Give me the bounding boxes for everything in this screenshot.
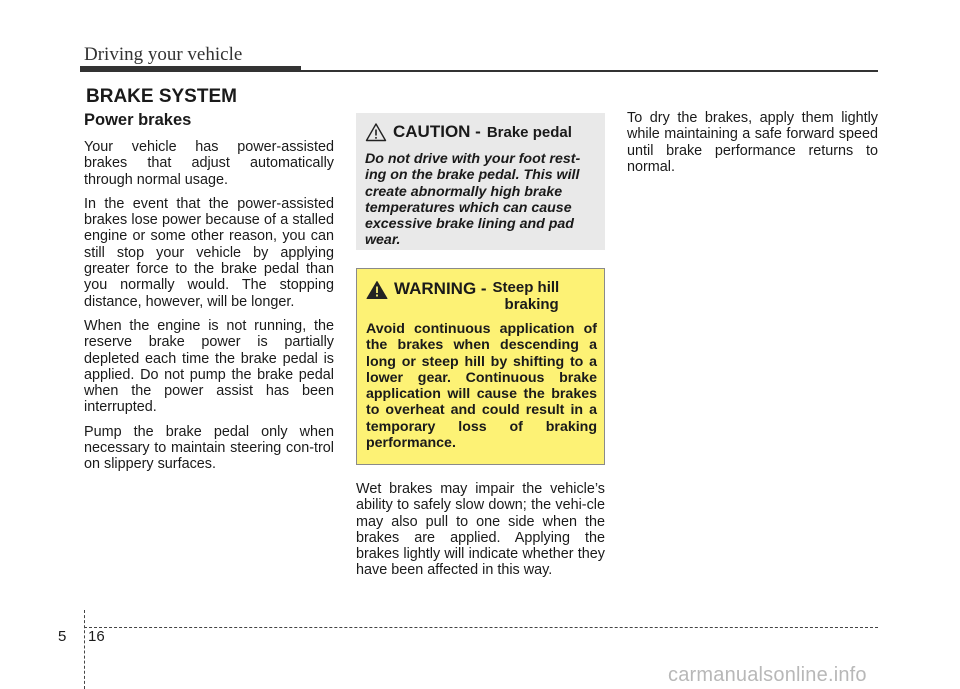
caution-subject: Brake pedal	[486, 123, 572, 141]
header-rule-thick	[80, 66, 301, 72]
chapter-title: Driving your vehicle	[84, 44, 243, 65]
section-title: BRAKE SYSTEM	[86, 86, 237, 107]
caution-triangle-icon	[365, 122, 387, 142]
watermark: carmanualsonline.info	[668, 664, 867, 686]
warning-subject-line-1: Steep hill	[492, 279, 560, 296]
footer-page-number: 16	[88, 628, 105, 645]
warning-box	[356, 268, 605, 465]
power-brakes-paragraph-3: When the engine is not running, the reserve brake power is partially depleted each time the brake pedal is applied. Do not pump the brake pedal when the power assist has been interrupted.	[84, 317, 334, 416]
caution-box	[356, 113, 605, 250]
header-rule-thin	[301, 70, 878, 72]
warning-triangle-icon	[366, 280, 388, 300]
power-brakes-heading: Power brakes	[84, 111, 192, 129]
caution-text: Do not drive with your foot rest-ing on the brake pedal. This will create abnormally high brake temperatures which can cause excessive brake lining and pad wear.	[365, 151, 581, 249]
warning-text: Avoid continuous application of the brakes when descending a long or steep hill by shifting to a lower gear. Continuous brake application will cause the brakes to overheat and could result in a temporary loss of braking performance.	[366, 321, 597, 452]
dry-brakes-column	[627, 110, 878, 183]
power-brakes-paragraph-1: Your vehicle has power-assisted brakes that adjust automatically through normal usage.	[84, 139, 334, 188]
dry-brakes-text: To dry the brakes, apply them lightly while maintaining a safe forward speed until brake performance returns to normal.	[627, 110, 878, 175]
footer-rule	[84, 627, 878, 628]
power-brakes-paragraph-2: In the event that the power-assisted brakes lose power because of a stalled engine or some other reason, you can still stop your vehicle by applying greater force to the brake pedal than you normally would. The stopping distance, however, will be longer.	[84, 195, 334, 310]
caution-label: CAUTION -	[393, 122, 481, 141]
caution-header	[365, 122, 597, 142]
wet-brakes-column	[356, 481, 605, 587]
wet-brakes-text: Wet brakes may impair the vehicle’s ability to safely slow down; the vehi-cle may also pull to one side when the brakes are applied. Applying the brakes lightly will indicate whether they have been affected in this way.	[356, 481, 605, 579]
warning-header	[366, 279, 597, 313]
power-brakes-paragraph-4: Pump the brake pedal only when necessary to maintain steering con-trol on slippery surfaces.	[84, 423, 334, 473]
warning-label: WARNING -	[394, 279, 487, 298]
footer-vertical-rule	[84, 610, 85, 689]
warning-subject	[493, 279, 583, 313]
footer-chapter-number: 5	[58, 628, 67, 645]
warning-subject-line-2: braking	[504, 296, 559, 313]
power-brakes-column	[84, 109, 334, 481]
